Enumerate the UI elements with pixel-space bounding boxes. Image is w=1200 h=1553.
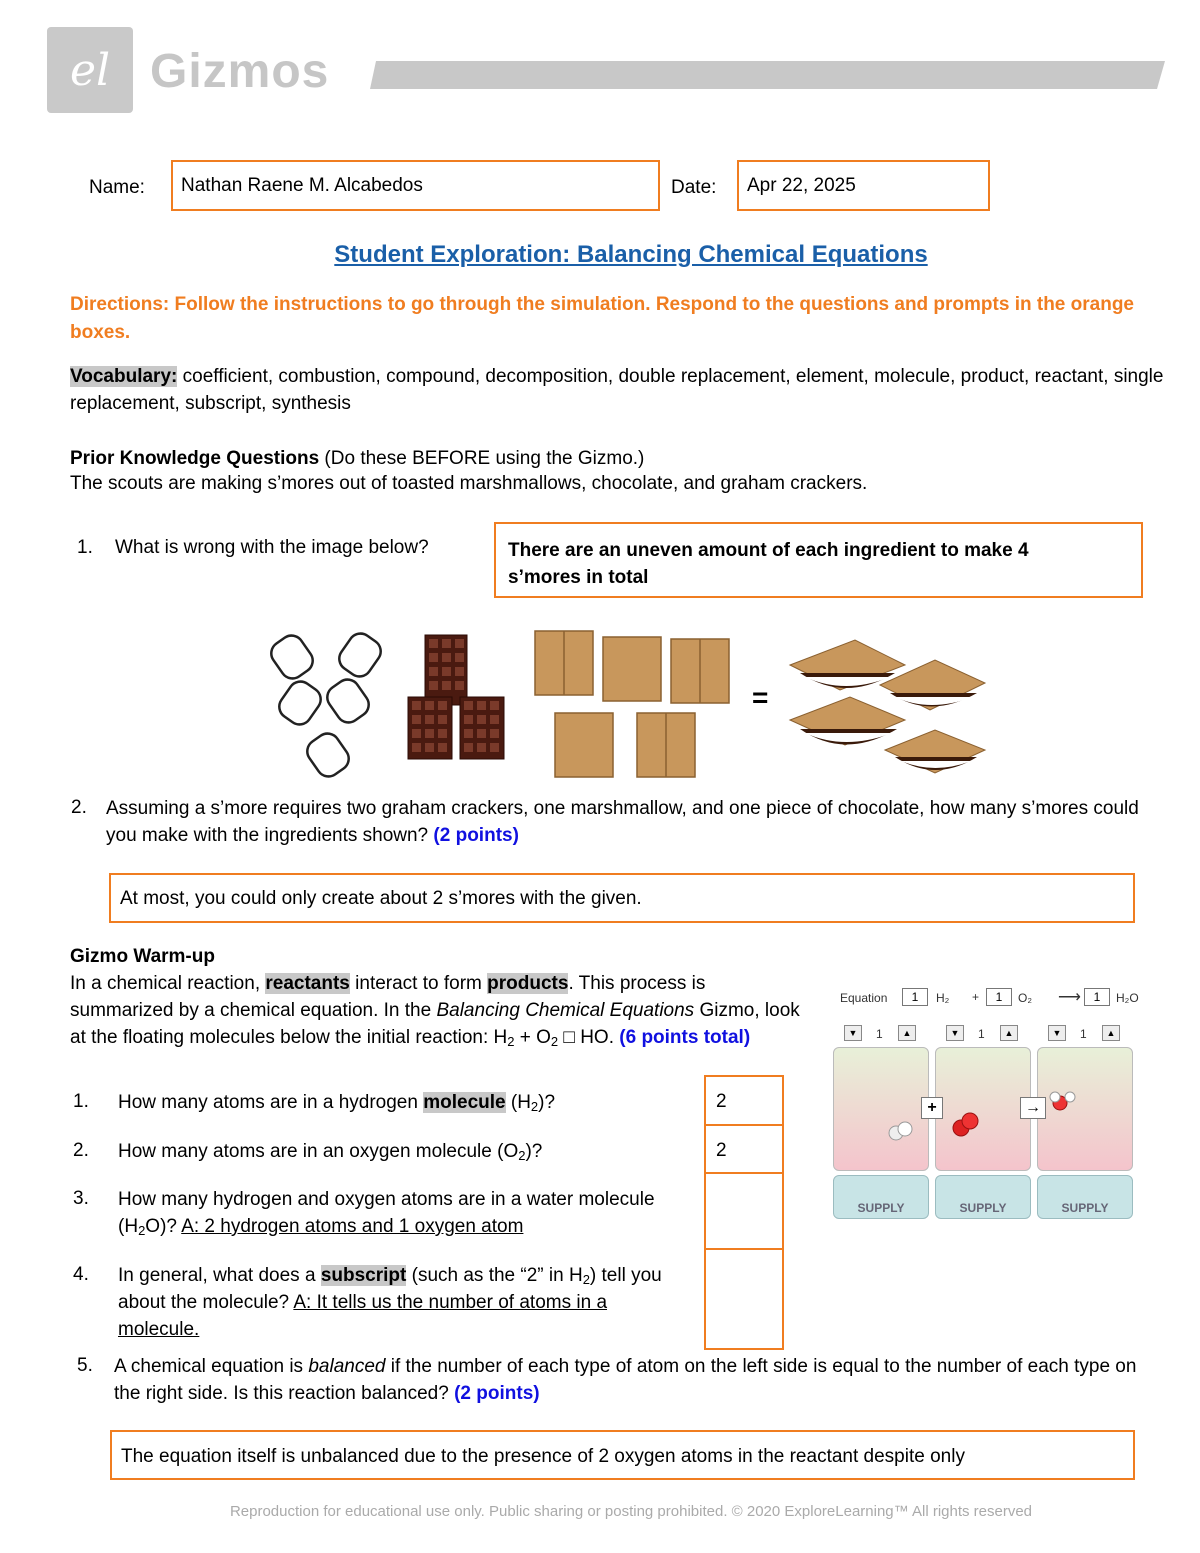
page-title: Student Exploration: Balancing Chemical Equations bbox=[334, 241, 928, 268]
counter-3: 1 bbox=[1080, 1027, 1087, 1041]
wq4-number: 4. bbox=[73, 1264, 89, 1285]
q5-post: if the number of each type of atom on the left side is equal to the number of each type on the right side. Is this reaction balanced? bbox=[114, 1356, 1137, 1404]
wq3-inline-answer: A: 2 hydrogen atoms and 1 oxygen atom bbox=[181, 1216, 524, 1237]
prior-knowledge-heading bbox=[70, 445, 1170, 472]
coefficient-1[interactable]: 1 bbox=[902, 988, 928, 1006]
name-field[interactable] bbox=[171, 160, 660, 211]
q1-number: 1. bbox=[77, 537, 93, 558]
q5-answer: The equation itself is unbalanced due to the presence of 2 oxygen atoms in the reactant despite only bbox=[121, 1446, 965, 1467]
wq2-number: 2. bbox=[73, 1140, 89, 1161]
wq2-answer: 2 bbox=[716, 1140, 727, 1161]
header-bar bbox=[370, 61, 1165, 89]
q1-answer: There are an uneven amount of each ingredient to make 4 s’mores in total bbox=[508, 540, 1029, 588]
prior-knowledge-title: Prior Knowledge Questions bbox=[70, 448, 320, 469]
warmup-intro-4: Gizmo, look at the floating molecules below the initial reaction: H bbox=[70, 1000, 800, 1048]
q5-points: (2 points) bbox=[454, 1383, 540, 1404]
decrement-2-button[interactable]: ▼ bbox=[946, 1025, 964, 1041]
subscript-2: 2 bbox=[550, 1034, 559, 1049]
smores-stack bbox=[790, 640, 985, 773]
supply-3-button[interactable] bbox=[1037, 1175, 1133, 1219]
wq4-answer-box[interactable] bbox=[704, 1248, 784, 1350]
graham-cracker-3 bbox=[671, 639, 729, 703]
equation-label: Equation bbox=[840, 991, 888, 1005]
warmup-intro-7: O. bbox=[593, 1027, 620, 1048]
name-label: Name: bbox=[89, 177, 145, 198]
marshmallow-4 bbox=[323, 675, 374, 727]
vocabulary-label: Vocabulary: bbox=[70, 366, 178, 387]
chocolate-3 bbox=[460, 697, 504, 759]
warmup-intro bbox=[70, 970, 800, 1051]
warmup-points: (6 points total) bbox=[619, 1027, 751, 1048]
wq2-post: )? bbox=[525, 1141, 543, 1162]
increment-2-button[interactable]: ▲ bbox=[1000, 1025, 1018, 1041]
wq2-text bbox=[118, 1138, 688, 1165]
explorelearning-logo bbox=[47, 27, 133, 113]
wq1-answer-box[interactable] bbox=[704, 1075, 784, 1126]
subscript-2: 2 bbox=[518, 1148, 526, 1163]
warmup-intro-3: . This process is summarized by a chemical equation. In the bbox=[70, 973, 706, 1021]
q2-points: (2 points) bbox=[433, 825, 519, 846]
smore-3 bbox=[790, 697, 905, 745]
wq1-number: 1. bbox=[73, 1091, 89, 1112]
wq3-answer-box[interactable] bbox=[704, 1172, 784, 1250]
wq4-inline-answer: A: It tells us the number of atoms in a molecule. bbox=[118, 1292, 608, 1340]
wq4-post2: ) tell you about the molecule? bbox=[118, 1265, 662, 1313]
subscript-2: 2 bbox=[582, 1272, 590, 1287]
marshmallow-5 bbox=[303, 729, 354, 781]
h2-label: H₂ bbox=[936, 991, 950, 1005]
warmup-intro-6: □ H bbox=[558, 1027, 594, 1048]
o2-molecule-icon bbox=[953, 1113, 978, 1136]
q2-number: 2. bbox=[71, 797, 87, 818]
q2-answer-box[interactable] bbox=[109, 873, 1135, 923]
q1-text: What is wrong with the image below? bbox=[115, 537, 429, 558]
term-balanced: balanced bbox=[308, 1356, 386, 1377]
chocolate-1 bbox=[425, 635, 467, 705]
supply-1-label: SUPPLY bbox=[857, 1201, 905, 1215]
decrement-3-button[interactable]: ▼ bbox=[1048, 1025, 1066, 1041]
equals-sign: = bbox=[752, 682, 769, 713]
supply-3-label: SUPPLY bbox=[1061, 1201, 1109, 1215]
date-label: Date: bbox=[671, 177, 717, 198]
increment-1-button[interactable]: ▲ bbox=[898, 1025, 916, 1041]
h2o-label: H₂O bbox=[1116, 991, 1139, 1005]
brand-name: Gizmos bbox=[150, 45, 330, 98]
q2-answer: At most, you could only create about 2 s’mores with the given. bbox=[120, 888, 642, 909]
prior-knowledge-intro: The scouts are making s’mores out of toasted marshmallows, chocolate, and graham crackers. bbox=[70, 473, 868, 494]
wq3-pre: How many hydrogen and oxygen atoms are in a water molecule (H bbox=[118, 1189, 655, 1237]
coefficient-2[interactable]: 1 bbox=[986, 988, 1012, 1006]
wq4-post: (such as the “2” in H bbox=[406, 1265, 583, 1286]
wq2-answer-box[interactable] bbox=[704, 1124, 784, 1174]
coefficient-3[interactable]: 1 bbox=[1084, 988, 1110, 1006]
supply-2-button[interactable] bbox=[935, 1175, 1031, 1219]
smore-4 bbox=[885, 730, 985, 773]
q2-question: Assuming a s’more requires two graham crackers, one marshmallow, and one piece of chocolate, how many s’mores could you make with the ingredients shown? bbox=[106, 798, 1139, 846]
wq1-post2: )? bbox=[538, 1092, 556, 1113]
o2-label: O₂ bbox=[1018, 991, 1032, 1005]
wq3-text bbox=[118, 1186, 688, 1240]
date-value: Apr 22, 2025 bbox=[747, 174, 856, 196]
term-molecule: molecule bbox=[423, 1092, 506, 1113]
footer-copyright: Reproduction for educational use only. Public sharing or posting prohibited. © 2020 ExploreLearning™ All rights reserved bbox=[229, 1503, 1033, 1520]
smores-illustration bbox=[265, 625, 1005, 785]
warmup-intro-1: In a chemical reaction, bbox=[70, 973, 266, 994]
increment-3-button[interactable]: ▲ bbox=[1102, 1025, 1120, 1041]
marshmallow-3 bbox=[275, 677, 326, 729]
gizmo-screenshot bbox=[830, 985, 1140, 1225]
graham-cracker-2 bbox=[603, 637, 661, 701]
vocabulary bbox=[70, 363, 1170, 417]
plus-operator: + bbox=[921, 1097, 943, 1119]
supply-1-button[interactable] bbox=[833, 1175, 929, 1219]
wq1-post: (H bbox=[505, 1092, 531, 1113]
subscript-2: 2 bbox=[138, 1223, 146, 1238]
gizmo-name: Balancing Chemical Equations bbox=[436, 1000, 695, 1021]
warmup-intro-5: + O bbox=[514, 1027, 551, 1048]
chocolate-bars bbox=[408, 635, 504, 759]
vocabulary-text: coefficient, combustion, compound, decomposition, double replacement, element, molecule, product, reactant, single replacement, subscript, synthesis bbox=[70, 366, 1164, 414]
wq3-number: 3. bbox=[73, 1188, 89, 1209]
h2o-molecule-icon bbox=[1050, 1092, 1075, 1110]
q5-text bbox=[114, 1353, 1164, 1407]
q5-number: 5. bbox=[77, 1355, 93, 1376]
wq1-answer: 2 bbox=[716, 1091, 727, 1112]
wq2-pre: How many atoms are in an oxygen molecule (O bbox=[118, 1141, 519, 1162]
wq1-pre: How many atoms are in a hydrogen bbox=[118, 1092, 424, 1113]
q1-answer-box[interactable] bbox=[494, 522, 1143, 598]
term-reactants: reactants bbox=[265, 973, 350, 994]
wq1-text bbox=[118, 1089, 688, 1116]
subscript-2: 2 bbox=[530, 1099, 539, 1114]
subscript-2: 2 bbox=[507, 1034, 515, 1049]
reaction-arrow-icon: ⟶ bbox=[1058, 989, 1081, 1006]
q2-text bbox=[106, 795, 1156, 849]
counter-1: 1 bbox=[876, 1027, 883, 1041]
date-field[interactable] bbox=[737, 160, 990, 211]
q5-pre: A chemical equation is bbox=[114, 1356, 309, 1377]
h2-molecule-icon bbox=[889, 1122, 912, 1140]
term-subscript: subscript bbox=[320, 1265, 407, 1286]
name-value: Nathan Raene M. Alcabedos bbox=[181, 174, 423, 196]
marshmallow-1 bbox=[267, 631, 318, 683]
warmup-intro-2: interact to form bbox=[349, 973, 488, 994]
plus-label: + bbox=[972, 990, 980, 1004]
chocolate-2 bbox=[408, 697, 452, 759]
wq4-pre: In general, what does a bbox=[118, 1265, 321, 1286]
wq4-text bbox=[118, 1262, 678, 1343]
warmup-heading: Gizmo Warm-up bbox=[70, 946, 215, 967]
arrow-operator: → bbox=[1020, 1097, 1046, 1119]
graham-cracker-4 bbox=[555, 713, 613, 777]
graham-cracker-1 bbox=[535, 631, 593, 695]
logo-glyph: el bbox=[69, 44, 111, 96]
counter-2: 1 bbox=[978, 1027, 985, 1041]
decrement-1-button[interactable]: ▼ bbox=[844, 1025, 862, 1041]
wq3-post: O)? bbox=[145, 1216, 182, 1237]
q5-answer-box[interactable] bbox=[110, 1430, 1135, 1480]
term-products: products bbox=[487, 973, 569, 994]
supply-2-label: SUPPLY bbox=[959, 1201, 1007, 1215]
prior-knowledge-note: (Do these BEFORE using the Gizmo.) bbox=[319, 448, 645, 469]
directions: Directions: Follow the instructions to go through the simulation. Respond to the questions and prompts in the orange boxes. bbox=[70, 294, 1134, 343]
marshmallow-2 bbox=[335, 629, 386, 681]
graham-cracker-5 bbox=[637, 713, 695, 777]
